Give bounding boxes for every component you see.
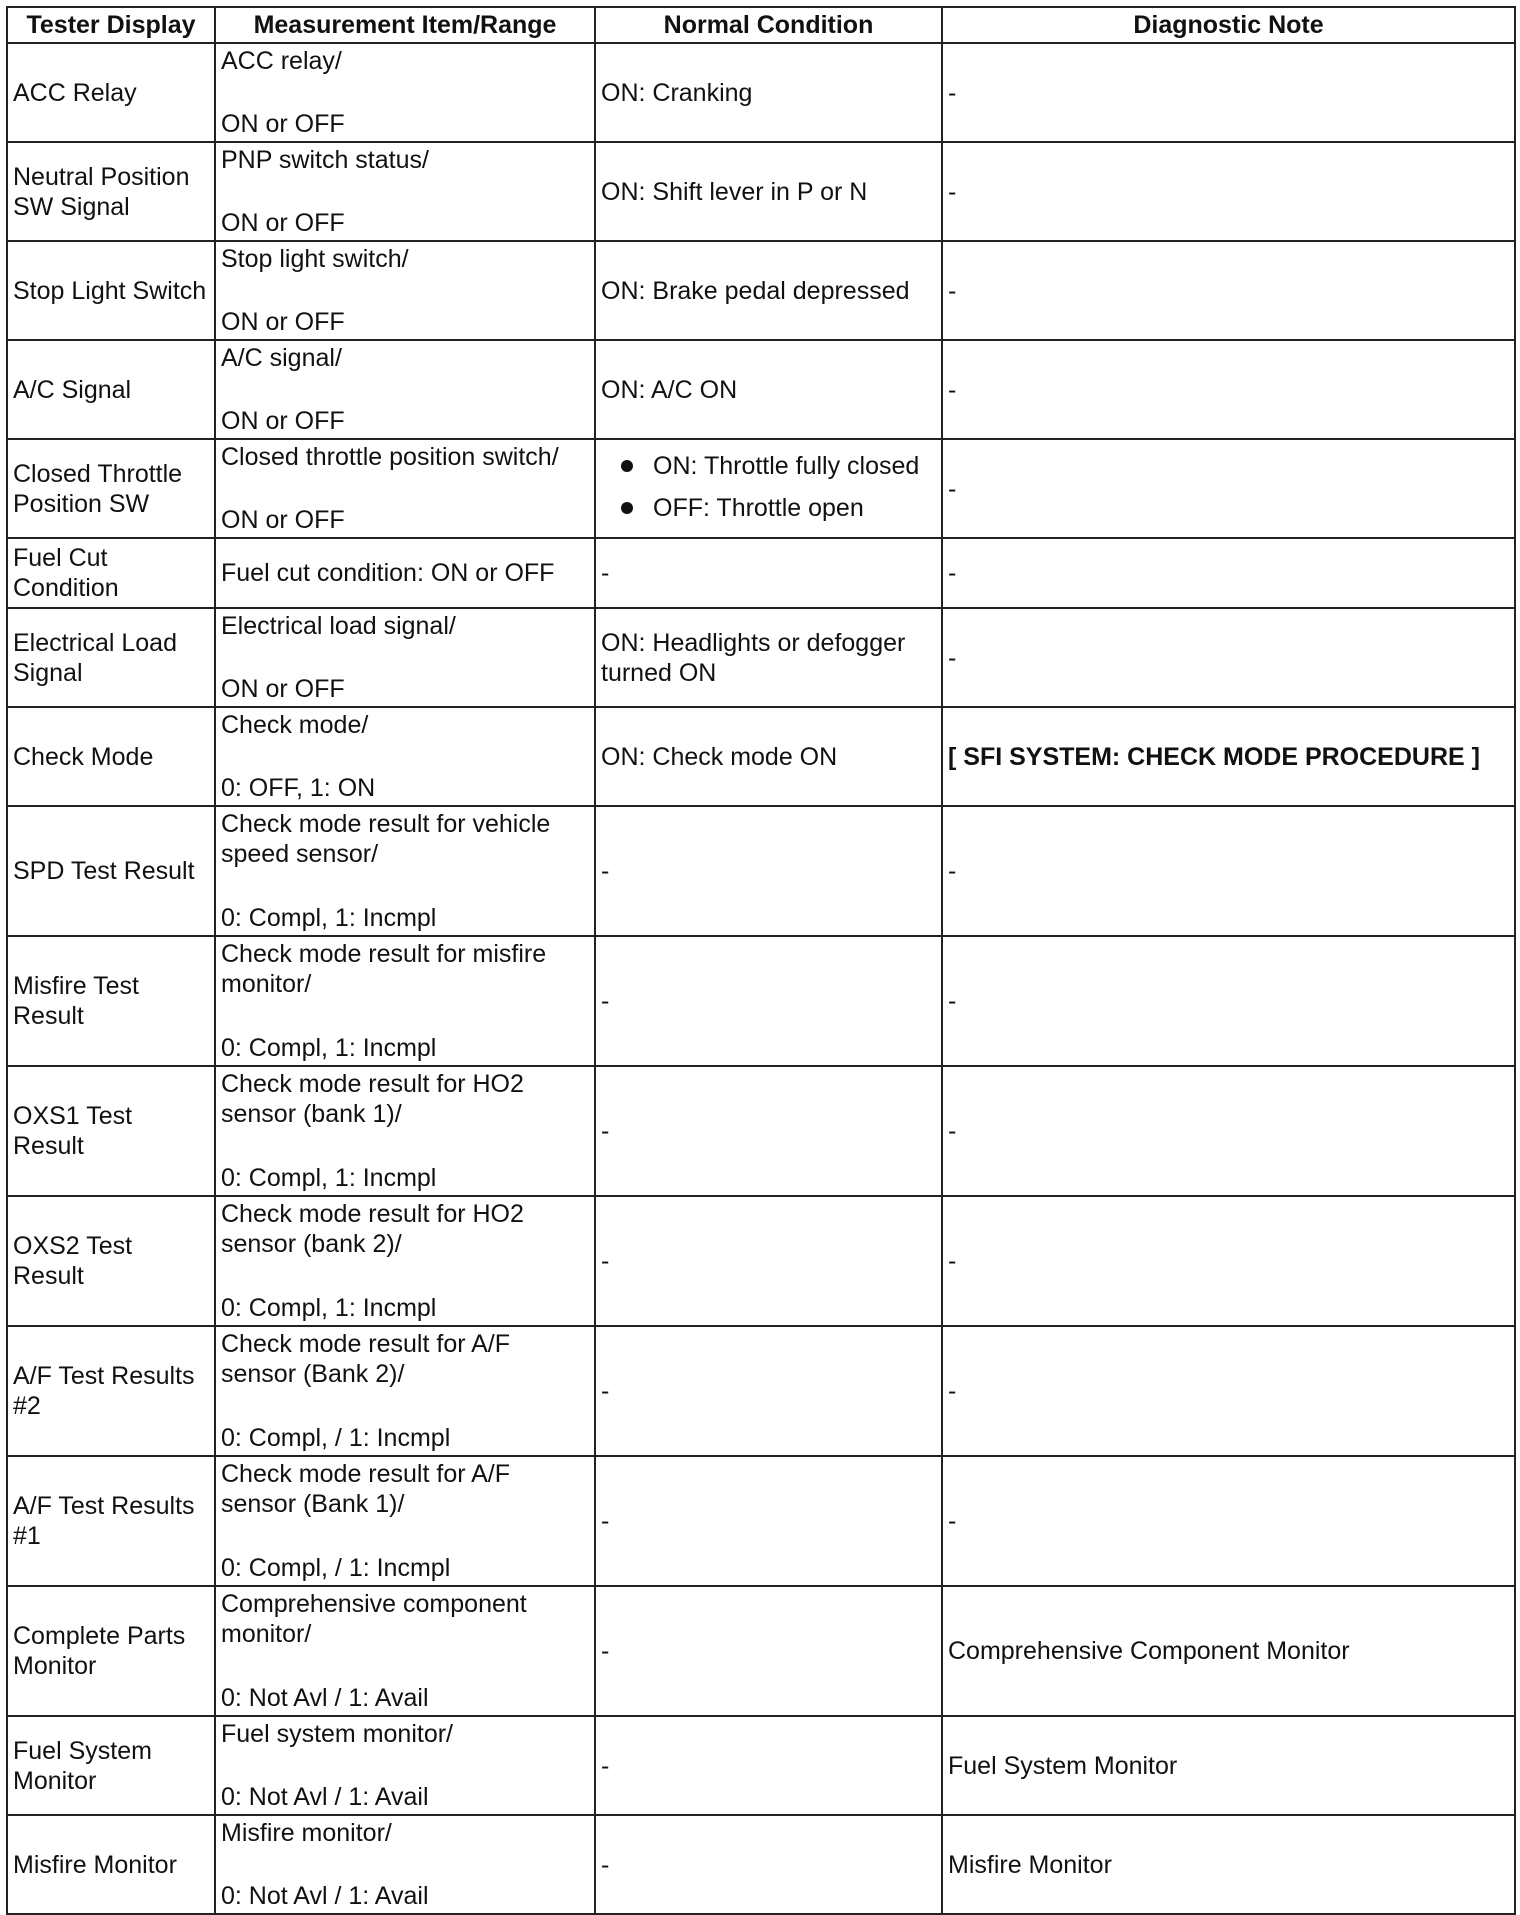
measurement-item: ACC relay/ xyxy=(221,47,342,75)
list-item: OFF: Throttle open xyxy=(621,493,936,523)
tester-display-cell: OXS1 Test Result xyxy=(7,1066,215,1196)
measurement-item: Fuel system monitor/ xyxy=(221,1720,454,1748)
table-row xyxy=(7,936,1515,1066)
table-row xyxy=(7,1716,1515,1815)
diagnostic-note-cell: Comprehensive Component Monitor xyxy=(942,1586,1515,1716)
tester-display-cell: Fuel Cut Condition xyxy=(7,538,215,608)
normal-condition-cell: - xyxy=(595,1066,942,1196)
header-diagnostic-note: Diagnostic Note xyxy=(942,7,1515,43)
measurement-range: 0: Compl, 1: Incmpl xyxy=(221,1294,437,1322)
table-row xyxy=(7,142,1515,241)
measurement-range: 0: OFF, 1: ON xyxy=(221,774,376,802)
header-measurement-item: Measurement Item/Range xyxy=(215,7,595,43)
diagnostic-note-cell: - xyxy=(942,1066,1515,1196)
measurement-item: A/C signal/ xyxy=(221,344,342,372)
measurement-item: Check mode result for HO2 sensor (bank 2)/ xyxy=(221,1200,524,1258)
normal-condition-cell: ON: Cranking xyxy=(595,43,942,142)
normal-condition-cell: - xyxy=(595,1196,942,1326)
diagnostic-note-cell: - xyxy=(942,1456,1515,1586)
measurement-range: 0: Not Avl / 1: Avail xyxy=(221,1684,429,1712)
normal-condition-cell xyxy=(595,439,942,538)
tester-display-cell: Closed Throttle Position SW xyxy=(7,439,215,538)
measurement-cell xyxy=(215,608,595,707)
diagnostic-note-cell: - xyxy=(942,43,1515,142)
normal-condition-cell: - xyxy=(595,806,942,936)
check-mode-procedure-link[interactable]: [ SFI SYSTEM: CHECK MODE PROCEDURE ] xyxy=(942,707,1515,806)
normal-condition-cell: - xyxy=(595,1456,942,1586)
table-row xyxy=(7,707,1515,806)
table-row xyxy=(7,1326,1515,1456)
data-list-table xyxy=(6,6,1516,1915)
tester-display-cell: Neutral Position SW Signal xyxy=(7,142,215,241)
measurement-range: ON or OFF xyxy=(221,407,345,435)
diagnostic-note-cell: - xyxy=(942,142,1515,241)
measurement-cell xyxy=(215,142,595,241)
diagnostic-note-cell: - xyxy=(942,439,1515,538)
measurement-cell xyxy=(215,1716,595,1815)
normal-condition-cell: ON: Check mode ON xyxy=(595,707,942,806)
measurement-range: 0: Compl, 1: Incmpl xyxy=(221,904,437,932)
normal-condition-cell: - xyxy=(595,1716,942,1815)
measurement-item: Check mode result for misfire monitor/ xyxy=(221,940,547,998)
normal-condition-cell: - xyxy=(595,936,942,1066)
data-list-sheet xyxy=(6,6,1514,1915)
diagnostic-note-cell: - xyxy=(942,1196,1515,1326)
tester-display-cell: Misfire Monitor xyxy=(7,1815,215,1914)
measurement-cell xyxy=(215,1586,595,1716)
measurement-cell xyxy=(215,1066,595,1196)
measurement-item: Comprehensive component monitor/ xyxy=(221,1590,527,1648)
measurement-range: ON or OFF xyxy=(221,675,345,703)
header-tester-display: Tester Display xyxy=(7,7,215,43)
measurement-item: Check mode/ xyxy=(221,711,369,739)
tester-display-cell: Electrical Load Signal xyxy=(7,608,215,707)
measurement-cell xyxy=(215,241,595,340)
diagnostic-note-cell: - xyxy=(942,340,1515,439)
measurement-range: ON or OFF xyxy=(221,209,345,237)
normal-condition-list xyxy=(601,451,936,523)
tester-display-cell: A/C Signal xyxy=(7,340,215,439)
diagnostic-note-cell: - xyxy=(942,538,1515,608)
measurement-cell xyxy=(215,1196,595,1326)
tester-display-cell: Misfire Test Result xyxy=(7,936,215,1066)
normal-condition-cell: ON: Brake pedal depressed xyxy=(595,241,942,340)
measurement-cell xyxy=(215,340,595,439)
tester-display-cell: A/F Test Results #2 xyxy=(7,1326,215,1456)
measurement-cell xyxy=(215,43,595,142)
measurement-item: Closed throttle position switch/ xyxy=(221,443,559,471)
measurement-item: Stop light switch/ xyxy=(221,245,409,273)
table-row xyxy=(7,340,1515,439)
measurement-range: ON or OFF xyxy=(221,308,345,336)
diagnostic-note-cell: - xyxy=(942,806,1515,936)
measurement-item: Electrical load signal/ xyxy=(221,612,456,640)
normal-condition-cell: ON: Shift lever in P or N xyxy=(595,142,942,241)
measurement-cell xyxy=(215,1815,595,1914)
diagnostic-note-cell: - xyxy=(942,1326,1515,1456)
table-row xyxy=(7,1196,1515,1326)
measurement-range: 0: Compl, / 1: Incmpl xyxy=(221,1424,451,1452)
tester-display-cell: SPD Test Result xyxy=(7,806,215,936)
table-row xyxy=(7,806,1515,936)
measurement-range: 0: Compl, / 1: Incmpl xyxy=(221,1554,451,1582)
measurement-range: 0: Compl, 1: Incmpl xyxy=(221,1034,437,1062)
table-row xyxy=(7,43,1515,142)
normal-condition-cell: - xyxy=(595,1586,942,1716)
measurement-item: Check mode result for A/F sensor (Bank 1)/ xyxy=(221,1460,511,1518)
measurement-item: Misfire monitor/ xyxy=(221,1819,392,1847)
table-row xyxy=(7,1066,1515,1196)
measurement-item: Check mode result for vehicle speed sensor/ xyxy=(221,810,551,868)
diagnostic-note-cell: - xyxy=(942,241,1515,340)
normal-condition-cell: ON: A/C ON xyxy=(595,340,942,439)
measurement-range: ON or OFF xyxy=(221,110,345,138)
normal-condition-cell: - xyxy=(595,1815,942,1914)
measurement-cell: Fuel cut condition: ON or OFF xyxy=(215,538,595,608)
diagnostic-note-cell: - xyxy=(942,936,1515,1066)
measurement-cell xyxy=(215,707,595,806)
tester-display-cell: Check Mode xyxy=(7,707,215,806)
measurement-cell xyxy=(215,1326,595,1456)
table-row xyxy=(7,1456,1515,1586)
measurement-range: 0: Compl, 1: Incmpl xyxy=(221,1164,437,1192)
table-row xyxy=(7,1815,1515,1914)
table-row xyxy=(7,1586,1515,1716)
normal-condition-cell: ON: Headlights or defogger turned ON xyxy=(595,608,942,707)
normal-condition-cell: - xyxy=(595,538,942,608)
tester-display-cell: Fuel System Monitor xyxy=(7,1716,215,1815)
measurement-item: Check mode result for HO2 sensor (bank 1)/ xyxy=(221,1070,524,1128)
tester-display-cell: A/F Test Results #1 xyxy=(7,1456,215,1586)
header-normal-condition: Normal Condition xyxy=(595,7,942,43)
measurement-range: 0: Not Avl / 1: Avail xyxy=(221,1882,429,1910)
measurement-range: ON or OFF xyxy=(221,506,345,534)
measurement-item: PNP switch status/ xyxy=(221,146,429,174)
tester-display-cell: ACC Relay xyxy=(7,43,215,142)
measurement-cell xyxy=(215,936,595,1066)
table-row xyxy=(7,439,1515,538)
tester-display-cell: OXS2 Test Result xyxy=(7,1196,215,1326)
table-row xyxy=(7,608,1515,707)
diagnostic-note-cell: Misfire Monitor xyxy=(942,1815,1515,1914)
measurement-range: 0: Not Avl / 1: Avail xyxy=(221,1783,429,1811)
table-row xyxy=(7,241,1515,340)
header-row xyxy=(7,7,1515,43)
normal-condition-cell: - xyxy=(595,1326,942,1456)
diagnostic-note-cell: Fuel System Monitor xyxy=(942,1716,1515,1815)
tester-display-cell: Complete Parts Monitor xyxy=(7,1586,215,1716)
measurement-cell xyxy=(215,1456,595,1586)
tester-display-cell: Stop Light Switch xyxy=(7,241,215,340)
diagnostic-note-cell: - xyxy=(942,608,1515,707)
measurement-cell xyxy=(215,806,595,936)
list-item: ON: Throttle fully closed xyxy=(621,451,936,481)
measurement-item: Check mode result for A/F sensor (Bank 2)/ xyxy=(221,1330,511,1388)
table-row xyxy=(7,538,1515,608)
measurement-cell xyxy=(215,439,595,538)
